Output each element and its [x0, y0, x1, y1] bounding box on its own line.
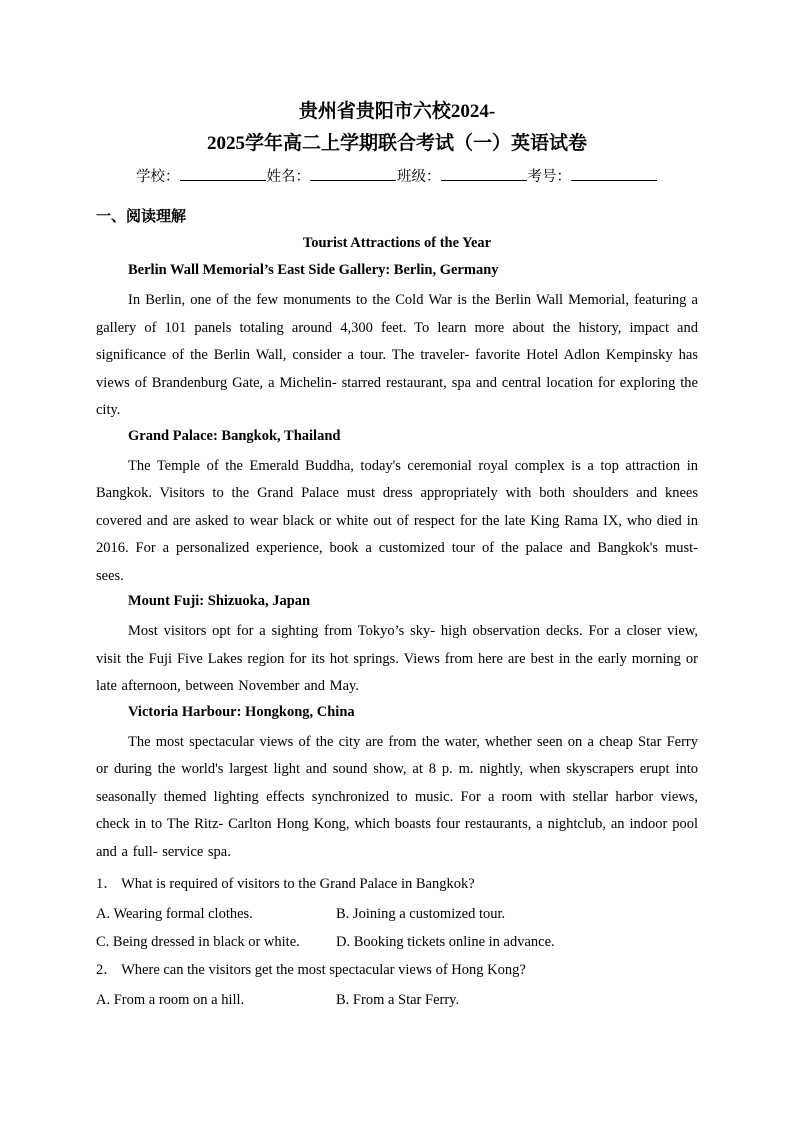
attraction-paragraph: The Temple of the Emerald Buddha, today's ceremonial royal complex is a top attraction in Bangkok. Visitors to the Grand Palace must dress appropriately with both shoulders and knees covered and are asked to wear black or white out of respect for the late King Rama IX, who died in 2016. For a personalized experience, book a customized tour of the palace and Bangkok's must- sees. [96, 457, 698, 584]
school-label: 学校： [136, 169, 180, 185]
school-blank[interactable] [180, 166, 266, 181]
name-blank[interactable] [310, 166, 396, 181]
attraction-paragraph: In Berlin, one of the few monuments to the Cold War is the Berlin Wall Memorial, featuring a gallery of 101 panels totaling around 4,300 feet. To learn more about the history, impact and significance of the Berlin Wall, consider a tour. The traveler- favorite Hotel Adlon Kempinsky has views of Brandenburg Gate, a Michelin- starred restaurant, spa and central location for exploring the city. [96, 292, 698, 418]
option-d[interactable]: D. Booking tickets online in advance. [336, 934, 555, 950]
question-stem: 1． What is required of visitors to the Grand Palace in Bangkok? [96, 876, 475, 892]
exam-number-label: 考号： [527, 169, 571, 185]
exam-page [96, 96, 698, 1010]
attraction-heading: Victoria Harbour: Hongkong, China [128, 703, 355, 720]
attraction-paragraph: Most visitors opt for a sighting from Tokyo’s sky- high observation decks. For a closer view, visit the Fuji Five Lakes region for its hot springs. Views from here are best in the early morning or late afternoon, between November and May. [96, 623, 698, 694]
question-stem: 2． Where can the visitors get the most spectacular views of Hong Kong? [96, 962, 526, 978]
attraction-heading: Berlin Wall Memorial’s East Side Gallery: Berlin, Germany [128, 262, 499, 278]
class-blank[interactable] [441, 166, 527, 181]
exam-number-blank[interactable] [571, 166, 657, 181]
attraction-heading: Mount Fuji: Shizuoka, Japan [128, 593, 311, 609]
answer-options [96, 990, 698, 1010]
class-label: 班级： [397, 169, 441, 185]
option-a[interactable]: A. Wearing formal clothes. [96, 906, 253, 922]
attraction-heading: Grand Palace: Bangkok, Thailand [128, 427, 341, 444]
option-c[interactable]: C. Being dressed in black or white. [96, 934, 300, 950]
option-b[interactable]: B. From a Star Ferry. [336, 992, 460, 1008]
passage-title: Tourist Attractions of the Year [302, 235, 492, 251]
answer-options [96, 904, 698, 952]
name-label: 姓名： [266, 169, 310, 185]
option-a[interactable]: A. From a room on a hill. [96, 992, 245, 1008]
exam-title-line2: 2025学年高二上学期联合考试（一）英语试卷 [206, 133, 587, 154]
attraction-paragraph: The most spectacular views of the city are from the water, whether seen on a cheap Star Ferry or during the world's largest light and sound show, at 8 p. m. nightly, when skyscrapers erupt into seasonally themed lighting effects synchronized to music. For a room with stellar harbor views, check in to The Ritz- Carlton Hong Kong, which boasts four restaurants, a nightclub, an indoor pool and a full- service spa. [96, 733, 698, 860]
option-b[interactable]: B. Joining a customized tour. [336, 906, 506, 922]
exam-title-line1: 贵州省贵阳市六校2024- [298, 101, 496, 122]
section-heading: 一、阅读理解 [96, 209, 187, 225]
student-info-line [96, 166, 698, 187]
